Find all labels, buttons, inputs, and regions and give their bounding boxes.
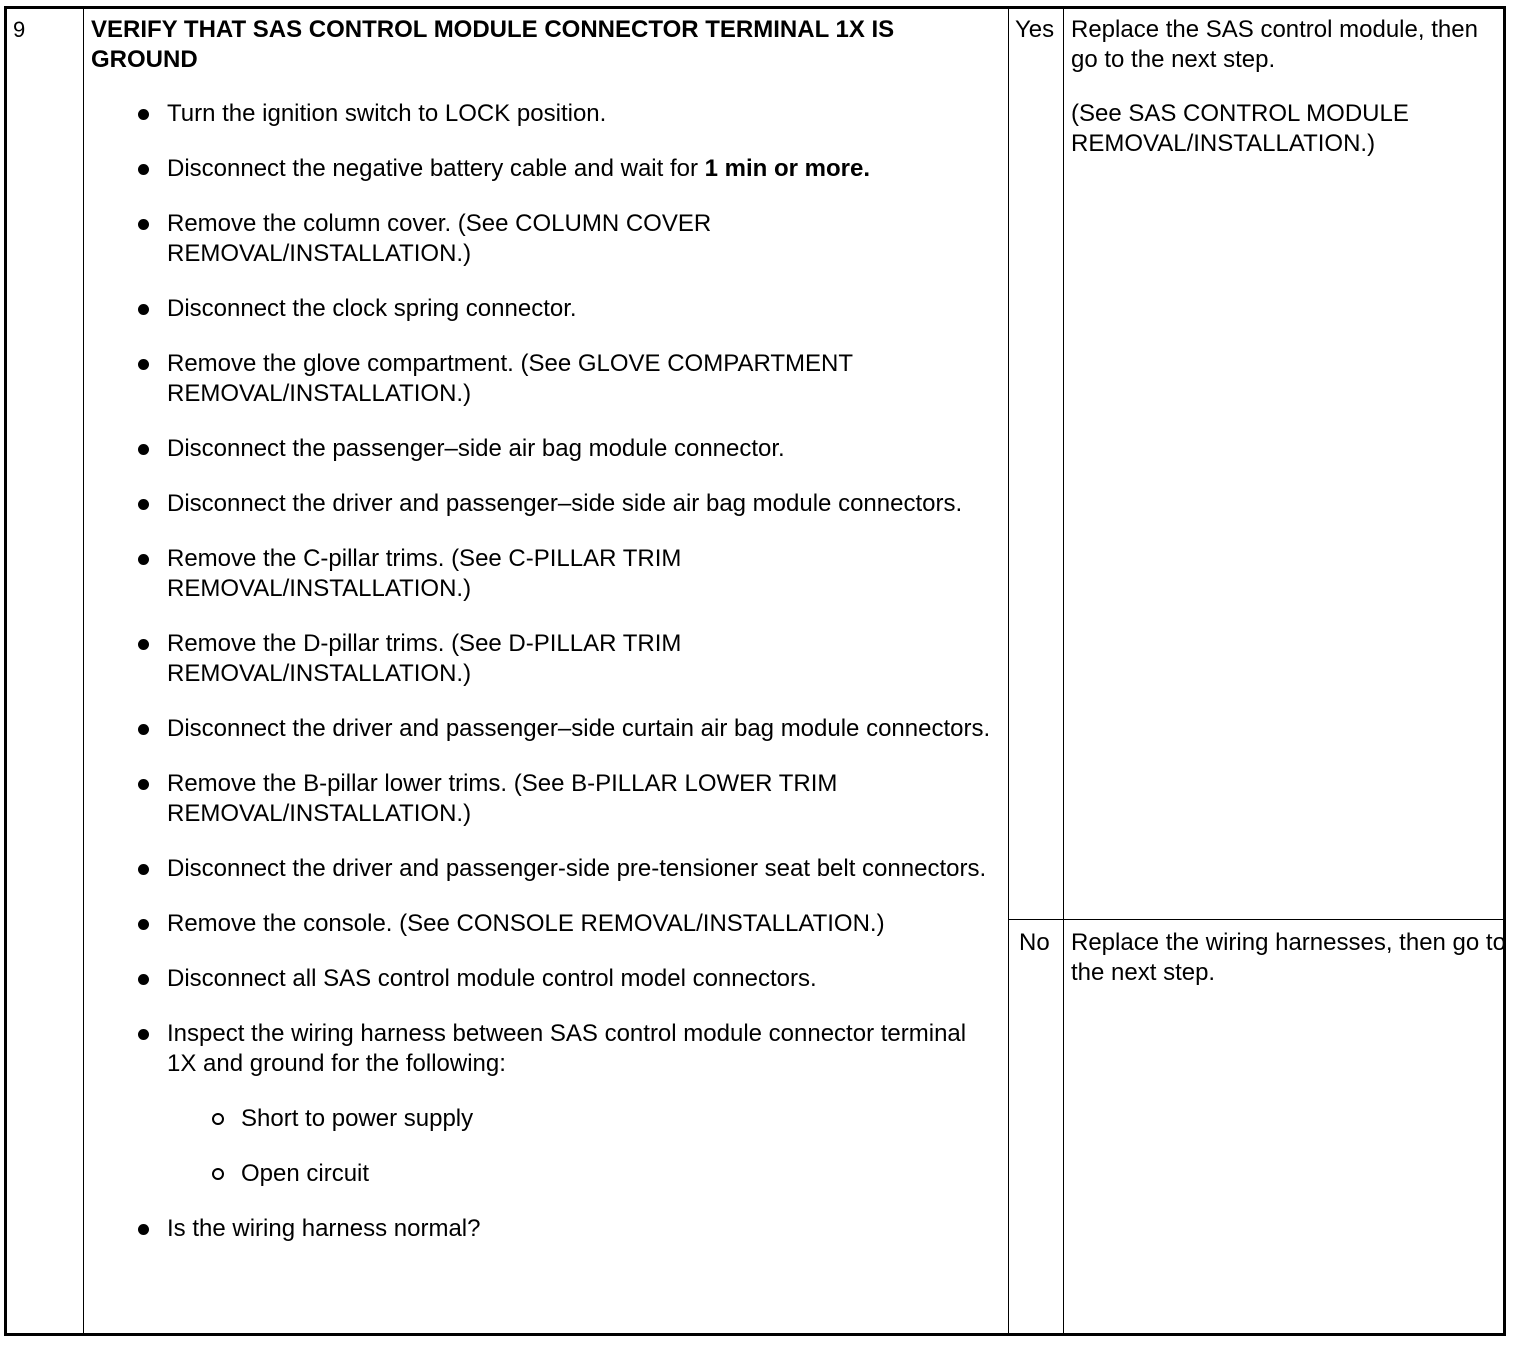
- list-item: [91, 154, 991, 184]
- procedure-list: [91, 99, 991, 1244]
- sub-list-item: [167, 1104, 991, 1134]
- list-item-text: Remove the B-pillar lower trims. (See B-PILLAR LOWER TRIM REMOVAL/INSTALLATION.): [167, 770, 838, 827]
- list-item-text: Disconnect the clock spring connector.: [167, 295, 577, 322]
- bullet-icon: [138, 1224, 149, 1235]
- bullet-icon: [138, 639, 149, 650]
- list-item: [91, 1214, 991, 1244]
- bullet-icon: [138, 499, 149, 510]
- column-divider-action: [1063, 9, 1064, 1333]
- result-yes-action: Replace the SAS control module, then go to the next step.: [1071, 16, 1478, 73]
- bullet-icon: [138, 554, 149, 565]
- troubleshooting-table: [4, 6, 1506, 1336]
- bullet-icon: [138, 164, 149, 175]
- list-item-text: Disconnect the driver and passenger-side pre-tensioner seat belt connectors.: [167, 855, 987, 882]
- list-item: [91, 489, 991, 519]
- bullet-icon: [138, 974, 149, 985]
- result-no-action: Replace the wiring harnesses, then go to the next step.: [1071, 929, 1506, 986]
- list-item-text: Disconnect the driver and passenger–side curtain air bag module connectors.: [167, 715, 991, 742]
- list-item: [91, 629, 991, 689]
- sub-list-item: [167, 1159, 991, 1189]
- list-item: [91, 854, 991, 884]
- step-number: 9: [13, 17, 26, 42]
- step-heading: VERIFY THAT SAS CONTROL MODULE CONNECTOR TERMINAL 1X IS GROUND: [91, 16, 895, 73]
- bullet-icon: [138, 304, 149, 315]
- result-yes-reference: (See SAS CONTROL MODULE REMOVAL/INSTALLATION.): [1071, 100, 1409, 157]
- bullet-icon: [138, 919, 149, 930]
- sub-list-item-text: Short to power supply: [241, 1105, 474, 1132]
- list-item-text: Disconnect the driver and passenger–side side air bag module connectors.: [167, 490, 963, 517]
- list-item-text: Disconnect the negative battery cable and wait for: [167, 155, 705, 182]
- list-item: [91, 209, 991, 269]
- list-item: [91, 349, 991, 409]
- bullet-icon: [138, 779, 149, 790]
- bullet-icon: [138, 1029, 149, 1040]
- list-item-text: Is the wiring harness normal?: [167, 1215, 481, 1242]
- list-item: [91, 544, 991, 604]
- bullet-icon: [138, 359, 149, 370]
- bullet-icon: [138, 724, 149, 735]
- bullet-icon: [138, 219, 149, 230]
- result-yes-action-cell: [1071, 15, 1506, 183]
- circle-bullet-icon: [212, 1113, 224, 1125]
- list-item-text: Remove the D-pillar trims. (See D-PILLAR TRIM REMOVAL/INSTALLATION.): [167, 630, 682, 687]
- inspection-sublist: [167, 1104, 991, 1189]
- row-divider-yes-no: [1008, 919, 1503, 920]
- list-item: [91, 434, 991, 464]
- list-item: [91, 714, 991, 744]
- list-item-text: Disconnect all SAS control module control model connectors.: [167, 965, 817, 992]
- wait-duration: 1 min or more.: [704, 155, 871, 182]
- bullet-icon: [138, 109, 149, 120]
- list-item-text: Inspect the wiring harness between SAS control module connector terminal 1X and ground for the following:: [167, 1020, 967, 1077]
- bullet-icon: [138, 864, 149, 875]
- list-item: [91, 294, 991, 324]
- list-item: [91, 99, 991, 129]
- sub-list-item-text: Open circuit: [241, 1160, 370, 1187]
- column-divider-step: [83, 9, 84, 1333]
- list-item-text: Disconnect the passenger–side air bag module connector.: [167, 435, 785, 462]
- bullet-icon: [138, 444, 149, 455]
- list-item: [91, 964, 991, 994]
- list-item-text: Turn the ignition switch to LOCK position.: [167, 100, 607, 127]
- list-item-text: Remove the C-pillar trims. (See C-PILLAR TRIM REMOVAL/INSTALLATION.): [167, 545, 682, 602]
- list-item: [91, 909, 991, 939]
- list-item-text: Remove the console. (See CONSOLE REMOVAL/INSTALLATION.): [167, 910, 885, 937]
- circle-bullet-icon: [212, 1168, 224, 1180]
- result-no-action-cell: [1071, 928, 1506, 1012]
- list-item-text: Remove the column cover. (See COLUMN COVER REMOVAL/INSTALLATION.): [167, 210, 712, 267]
- list-item: [91, 1019, 991, 1189]
- column-divider-result: [1008, 9, 1009, 1333]
- list-item-text: Remove the glove compartment. (See GLOVE COMPARTMENT REMOVAL/INSTALLATION.): [167, 350, 853, 407]
- list-item: [91, 769, 991, 829]
- procedure-cell: [91, 15, 991, 1269]
- result-yes-label: Yes: [1015, 16, 1055, 43]
- result-no-label: No: [1019, 929, 1050, 956]
